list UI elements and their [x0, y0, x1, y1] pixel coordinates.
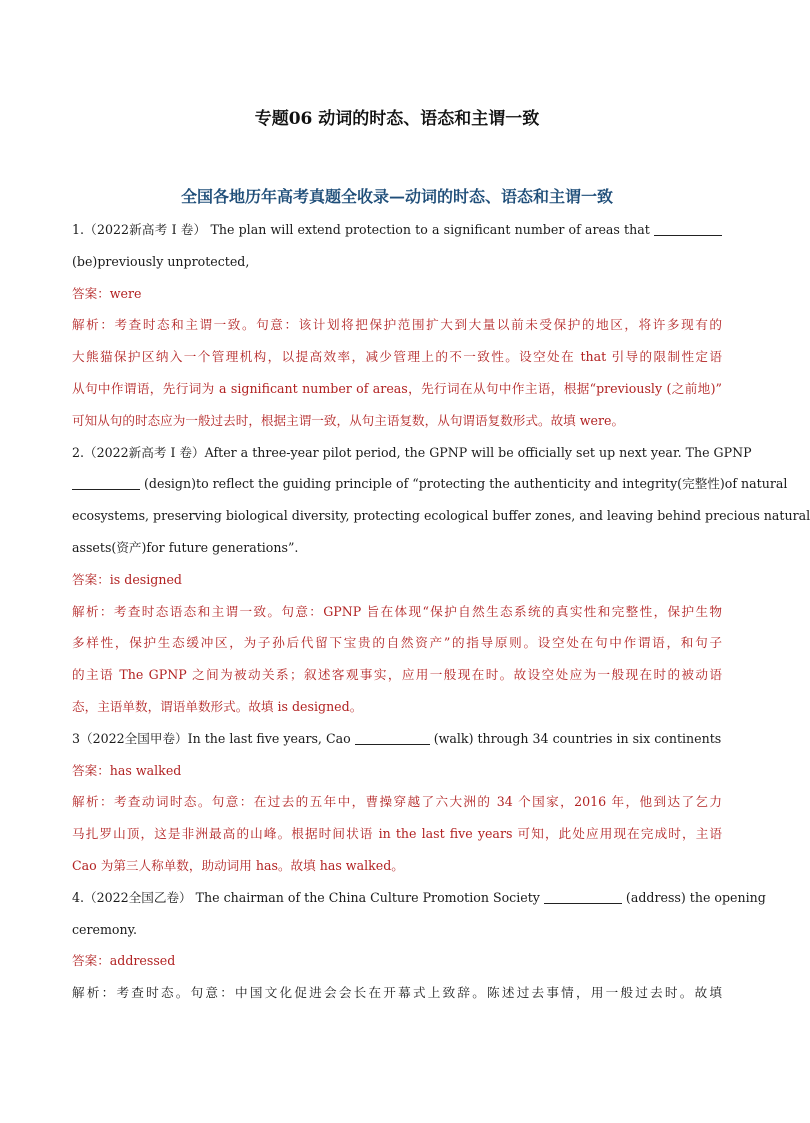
question-text: (design)to reflect the guiding principle of “protecting the authenticity and integrity(完整性)of natural	[72, 468, 722, 500]
question-text: 3（2022全国甲卷）In the last five years, Cao (walk) through 34 countries in six continents	[72, 730, 722, 746]
analysis-line: 马扎罗山顶，这是非洲最高的山峰。根据时间状语 in the last five years 可知，此处应用现在完成时，主语	[72, 826, 722, 842]
analysis-line: 大熊猫保护区纳入一个管理机构，以提高效率，减少管理上的不一致性。设空处在 that 引导的限制性定语	[72, 349, 722, 365]
analysis-line: 态，主语单数，谓语单数形式。故填 is designed。	[72, 698, 363, 714]
answer-value: were	[109, 285, 142, 301]
analysis-line: Cao 为第三人称单数，助动词用 has。故填 has walked。	[72, 857, 404, 873]
question-text: ceremony.	[72, 921, 138, 937]
question-text: assets(资产)for future generations”.	[72, 539, 299, 555]
answer-line	[72, 945, 722, 977]
analysis-line: 从句中作谓语，先行词为 a significant number of areas，先行词在从句中作主语，根据“previously (之前地)”	[72, 380, 722, 396]
document-title: 专题06 动词的时态、语态和主谓一致	[254, 109, 540, 129]
section-title: 全国各地历年高考真题全收录—动词的时态、语态和主谓一致	[180, 187, 613, 206]
analysis-line: 多样性，保护生态缓冲区，为子孙后代留下宝贵的自然资产”的指导原则。设空处在句中作谓语，和句子	[72, 635, 722, 651]
question-4	[72, 882, 766, 1009]
answer-line	[72, 755, 722, 787]
question-2	[72, 437, 810, 723]
answer-value: has walked	[109, 762, 182, 778]
answer-label: 答案：	[72, 285, 110, 301]
question-text: ecosystems, preserving biological diversity, protecting ecological buffer zones, and leaving behind precious natural	[72, 508, 810, 524]
analysis-line: 解析：考查时态语态和主谓一致。句意：GPNP 旨在体现“保护自然生态系统的真实性和完整性，保护生物	[72, 603, 722, 619]
answer-label: 答案：	[72, 762, 110, 778]
answer-line	[72, 278, 722, 310]
answer-value: is designed	[109, 571, 182, 587]
question-text: 4.（2022全国乙卷） The chairman of the China Culture Promotion Society (address) the opening	[72, 889, 766, 905]
analysis-line: 解析：考查动词时态。句意：在过去的五年中，曹操穿越了六大洲的 34 个国家，2016 年，他到达了乞力	[72, 794, 722, 810]
question-list	[72, 214, 810, 1009]
answer-label: 答案：	[72, 571, 110, 587]
answer-blank	[72, 475, 140, 490]
analysis-line: 的主语 The GPNP 之间为被动关系；叙述客观事实，应用一般现在时。故设空处应为一般现在时的被动语	[72, 667, 722, 683]
question-1	[72, 214, 722, 437]
analysis-line: 解析：考查时态和主谓一致。句意：该计划将把保护范围扩大到大量以前未受保护的地区，将许多现有的	[72, 317, 722, 333]
question-text: 1.（2022新高考 I 卷） The plan will extend protection to a significant number of areas that	[72, 214, 722, 246]
answer-blank	[654, 221, 722, 236]
answer-label: 答案：	[72, 953, 110, 969]
answer-value: addressed	[109, 953, 176, 969]
answer-blank	[544, 889, 622, 904]
question-text: 2.（2022新高考 I 卷）After a three-year pilot period, the GPNP will be officially set up next year. The GPNP	[72, 444, 752, 460]
answer-line	[72, 564, 722, 596]
question-text: (be)previously unprotected,	[72, 253, 250, 269]
analysis-line: 解析：考查时态。句意：中国文化促进会会长在开幕式上致辞。陈述过去事情，用一般过去时。故填	[72, 985, 722, 1001]
answer-blank	[355, 730, 430, 745]
question-3	[72, 723, 722, 882]
analysis-line: 可知从句的时态应为一般过去时，根据主谓一致，从句主语复数，从句谓语复数形式。故填 were。	[72, 412, 625, 428]
